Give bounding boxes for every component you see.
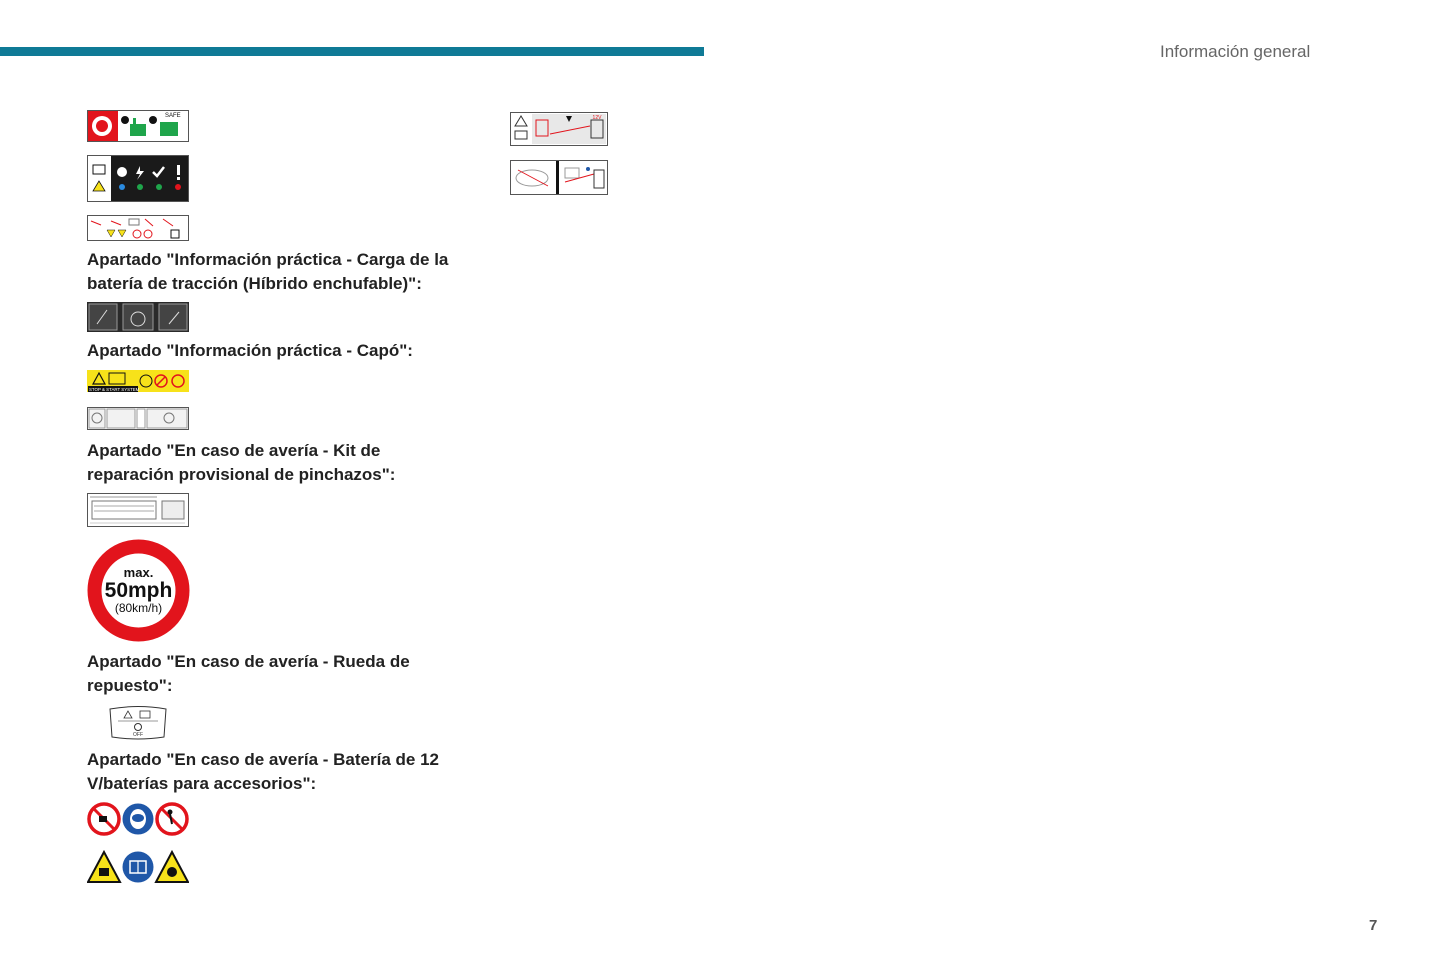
jump-start-label xyxy=(510,112,608,146)
heading-battery: Apartado "En caso de avería - Batería de 12 V/baterías para accesorios": xyxy=(87,750,439,793)
status-lights-label xyxy=(87,155,189,202)
hood-instructions-label xyxy=(87,407,189,430)
battery-prohibition-icons xyxy=(87,802,189,836)
repair-kit-label xyxy=(87,493,189,527)
speed-limit-sign xyxy=(87,539,190,642)
section-title: Información general xyxy=(1160,42,1311,61)
volt-text: 12V xyxy=(592,115,602,121)
speed-mph-text: 50mph xyxy=(104,579,173,602)
safe-text: SAFE xyxy=(165,113,181,119)
hood-warning-label xyxy=(87,370,189,392)
charging-label xyxy=(87,302,189,332)
seat-warning-label xyxy=(87,110,189,142)
battery-warning-icons xyxy=(87,850,189,884)
heading-charging: Apartado "Información práctica - Carga de la batería de tracción (Híbrido enchufable)": xyxy=(87,250,449,293)
heading-spare-wheel: Apartado "En caso de avería - Rueda de repuesto": xyxy=(87,652,410,695)
spare-wheel-label xyxy=(108,705,168,741)
header-accent-bar xyxy=(0,47,704,56)
heading-repair-kit: Apartado "En caso de avería - Kit de reparación provisional de pinchazos": xyxy=(87,441,396,484)
speed-kmh-text: (80km/h) xyxy=(114,601,163,615)
jump-start-connection-label xyxy=(510,160,608,195)
page-number: 7 xyxy=(1369,917,1378,934)
speed-max-text: max. xyxy=(123,565,154,580)
prohibition-symbols-label xyxy=(87,215,189,241)
heading-hood: Apartado "Información práctica - Capó": xyxy=(87,341,413,360)
stop-start-text: STOP & START SYSTEM xyxy=(89,387,140,392)
off-text: OFF xyxy=(133,732,143,738)
